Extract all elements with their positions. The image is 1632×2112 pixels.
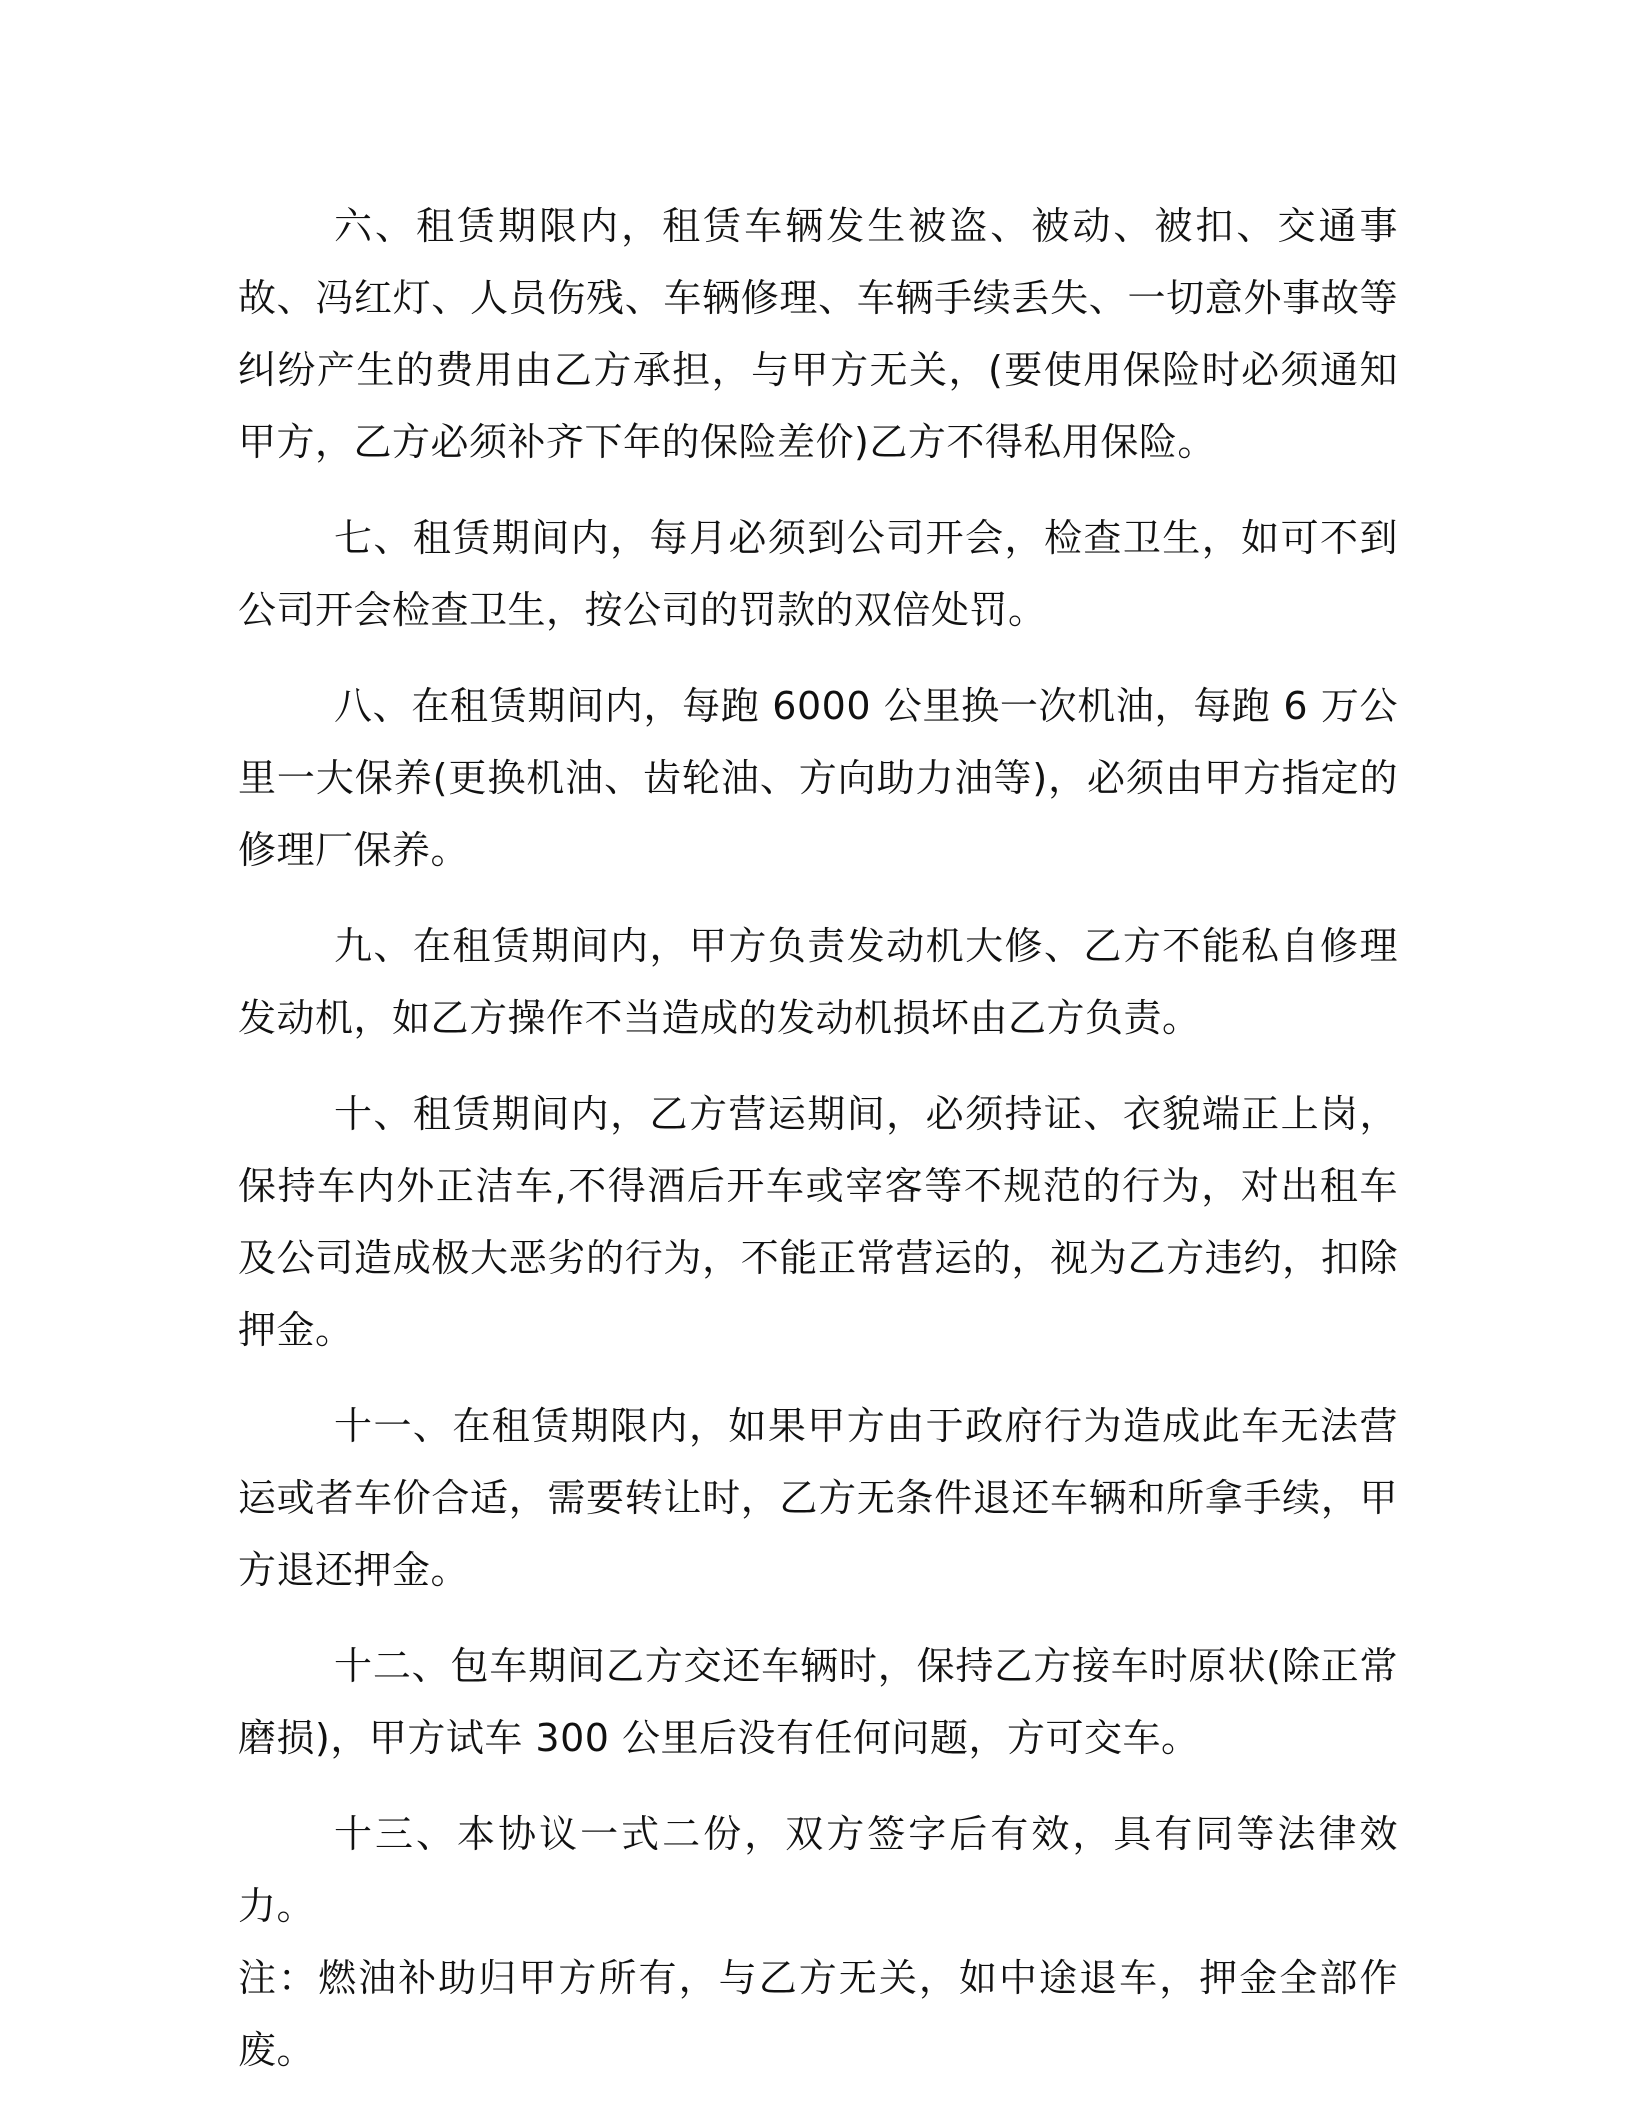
clause-9: 九、在租赁期间内，甲方负责发动机大修、乙方不能私自修理发动机，如乙方操作不当造成的发动机损坏由乙方负责。 <box>238 924 1398 1040</box>
clause-13: 十三、本协议一式二份，双方签字后有效，具有同等法律效力。 <box>238 1812 1398 1928</box>
clause-6: 六、租赁期限内，租赁车辆发生被盗、被动、被扣、交通事故、冯红灯、人员伤残、车辆修理、车辆手续丢失、一切意外事故等纠纷产生的费用由乙方承担，与甲方无关，(要使用保险时必须通知甲方，乙方必须补齐下年的保险差价)乙方不得私用保险。 <box>238 204 1398 464</box>
clause-12: 十二、包车期间乙方交还车辆时，保持乙方接车时原状(除正常磨损)，甲方试车 300 公里后没有任何问题，方可交车。 <box>238 1644 1398 1760</box>
document-body <box>238 190 1398 2086</box>
clause-7: 七、租赁期间内，每月必须到公司开会，检查卫生，如可不到公司开会检查卫生，按公司的罚款的双倍处罚。 <box>238 516 1398 632</box>
clause-11: 十一、在租赁期限内，如果甲方由于政府行为造成此车无法营运或者车价合适，需要转让时，乙方无条件退还车辆和所拿手续，甲方退还押金。 <box>238 1404 1398 1592</box>
fuel-subsidy-note: 注：燃油补助归甲方所有，与乙方无关，如中途退车，押金全部作废。 <box>238 1956 1398 2072</box>
clause-8: 八、在租赁期间内，每跑 6000 公里换一次机油，每跑 6 万公里一大保养(更换机油、齿轮油、方向助力油等)，必须由甲方指定的修理厂保养。 <box>238 684 1398 872</box>
clause-10: 十、租赁期间内，乙方营运期间，必须持证、衣貌端正上岗，保持车内外正洁车,不得酒后开车或宰客等不规范的行为，对出租车及公司造成极大恶劣的行为，不能正常营运的，视为乙方违约，扣除押金。 <box>238 1092 1398 1352</box>
